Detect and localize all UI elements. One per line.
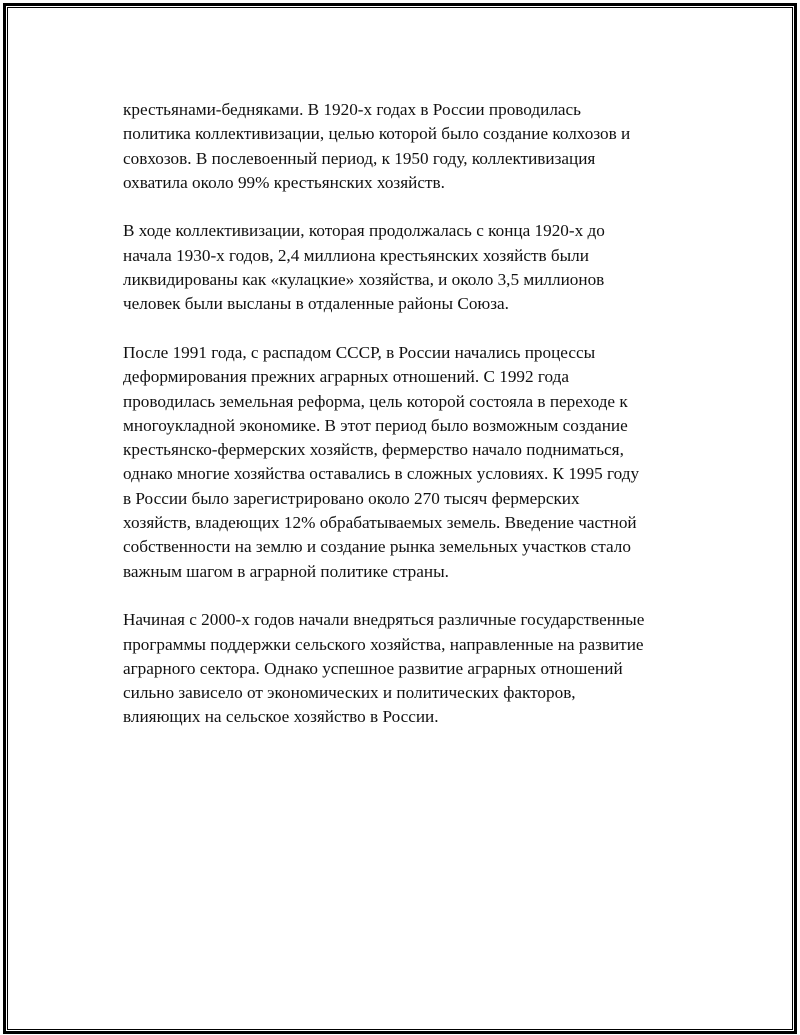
text-line: аграрного сектора. Однако успешное развитие аграрных отношений: [123, 658, 623, 678]
text-line: охватила около 99% крестьянских хозяйств.: [123, 172, 445, 192]
text-line: В ходе коллективизации, которая продолжалась с конца 1920-х до: [123, 221, 605, 241]
paragraph-3: [123, 341, 723, 584]
text-line: деформирования прежних аграрных отношений. С 1992 года: [123, 367, 569, 387]
text-line: ликвидированы как «кулацкие» хозяйства, и около 3,5 миллионов: [123, 270, 605, 290]
text-line: После 1991 года, с распадом СССР, в России начались процессы: [123, 342, 596, 362]
text-line: собственности на землю и создание рынка земельных участков стало: [123, 537, 631, 557]
text-line: совхозов. В послевоенный период, к 1950 году, коллективизация: [123, 148, 596, 168]
paragraph-2: [123, 219, 723, 316]
text-line: программы поддержки сельского хозяйства, направленные на развитие: [123, 634, 644, 654]
page-border: [3, 3, 797, 1034]
text-line: начала 1930-х годов, 2,4 миллиона крестьянских хозяйств были: [123, 245, 589, 265]
text-line: многоукладной экономике. В этот период было возможным создание: [123, 415, 628, 435]
document-body: [123, 98, 723, 754]
text-line: Начиная с 2000-х годов начали внедряться различные государственные: [123, 610, 645, 630]
text-line: человек были высланы в отдаленные районы Союза.: [123, 294, 509, 314]
text-line: влияющих на сельское хозяйство в России.: [123, 707, 439, 727]
text-line: крестьянами-бедняками. В 1920-х годах в России проводилась: [123, 100, 582, 119]
text-line: однако многие хозяйства оставались в сложных условиях. К 1995 году: [123, 464, 640, 484]
paragraph-4: [123, 608, 723, 729]
text-line: в России было зарегистрировано около 270 тысяч фермерских: [123, 488, 580, 508]
text-line: крестьянско-фермерских хозяйств, фермерство начало подниматься,: [123, 440, 624, 460]
text-line: политика коллективизации, целью которой было создание колхозов и: [123, 124, 631, 144]
text-line: хозяйств, владеющих 12% обрабатываемых земель. Введение частной: [123, 513, 637, 533]
text-line: сильно зависело от экономических и политических факторов,: [123, 683, 576, 703]
text-line: важным шагом в аграрной политике страны.: [123, 561, 449, 581]
text-line: проводилась земельная реформа, цель которой состояла в переходе к: [123, 391, 628, 411]
paragraph-1: [123, 98, 723, 195]
